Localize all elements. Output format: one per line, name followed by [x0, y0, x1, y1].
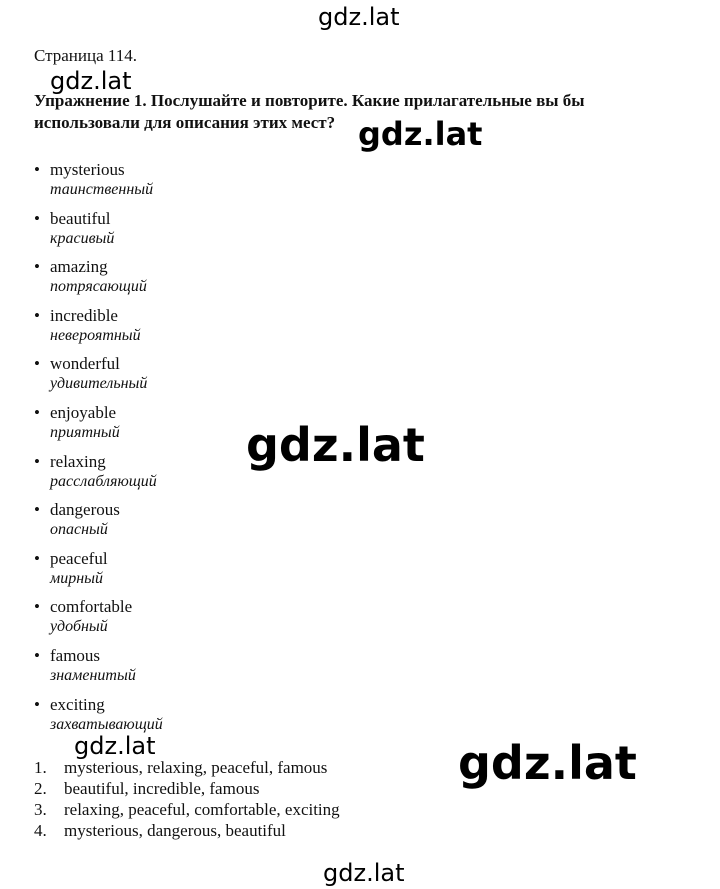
- watermark-bottom: gdz.lat: [323, 859, 405, 887]
- english-word: incredible: [50, 305, 118, 325]
- russian-translation: расслабляющий: [50, 472, 157, 490]
- answer-number: 4.: [34, 821, 47, 840]
- russian-translation: опасный: [50, 521, 108, 539]
- watermark-top: gdz.lat: [318, 3, 400, 31]
- bullet-icon: •: [34, 208, 40, 228]
- answer-number: 1.: [34, 758, 47, 777]
- russian-translation: удобный: [50, 618, 108, 636]
- english-word: enjoyable: [50, 402, 117, 422]
- russian-translation: знаменитый: [50, 666, 136, 684]
- english-word: wonderful: [50, 354, 120, 374]
- answer-item: [34, 800, 340, 821]
- bullet-icon: •: [34, 645, 40, 665]
- bullet-icon: •: [34, 597, 40, 617]
- watermark-center: gdz.lat: [246, 418, 425, 472]
- watermark-mid-left: gdz.lat: [74, 732, 156, 760]
- bullet-icon: •: [34, 694, 40, 714]
- bullet-icon: •: [34, 402, 40, 422]
- watermark-title-overlay: gdz.lat: [358, 115, 483, 153]
- russian-translation: невероятный: [50, 326, 141, 344]
- russian-translation: приятный: [50, 423, 120, 441]
- watermark-right: gdz.lat: [458, 736, 637, 790]
- bullet-icon: •: [34, 160, 40, 179]
- english-word: exciting: [50, 694, 105, 714]
- answer-list: [34, 758, 340, 842]
- answer-item: [34, 758, 340, 779]
- bullet-icon: •: [34, 305, 40, 325]
- english-word: beautiful: [50, 208, 111, 228]
- bullet-icon: •: [34, 257, 40, 277]
- russian-translation: мирный: [50, 569, 103, 587]
- english-word: comfortable: [50, 597, 133, 617]
- bullet-icon: •: [34, 500, 40, 520]
- english-word: relaxing: [50, 451, 106, 471]
- answer-text: relaxing, peaceful, comfortable, exciting: [64, 800, 340, 819]
- bullet-icon: •: [34, 548, 40, 568]
- answer-text: mysterious, relaxing, peaceful, famous: [64, 758, 328, 777]
- answer-number: 3.: [34, 800, 47, 819]
- english-word: dangerous: [50, 500, 120, 520]
- answer-text: beautiful, incredible, famous: [64, 779, 260, 798]
- russian-translation: удивительный: [50, 375, 148, 393]
- russian-translation: таинственный: [50, 181, 154, 198]
- english-word: amazing: [50, 257, 108, 277]
- page-label: Страница 114.: [34, 46, 138, 65]
- russian-translation: красивый: [50, 229, 115, 247]
- bullet-icon: •: [34, 354, 40, 374]
- answer-item: [34, 821, 340, 842]
- answer-number: 2.: [34, 779, 47, 798]
- exercise-title: Упражнение 1. Послушайте и повторите. Какие прилагательные вы бы использовали для описания этих мест?: [34, 91, 585, 132]
- english-word: mysterious: [50, 160, 125, 179]
- russian-translation: потрясающий: [50, 278, 147, 296]
- russian-translation: захватывающий: [50, 715, 163, 733]
- answer-item: [34, 779, 340, 800]
- english-word: famous: [50, 645, 101, 665]
- bullet-icon: •: [34, 451, 40, 471]
- watermark-left: gdz.lat: [50, 67, 132, 95]
- answer-text: mysterious, dangerous, beautiful: [64, 821, 286, 840]
- english-word: peaceful: [50, 548, 108, 568]
